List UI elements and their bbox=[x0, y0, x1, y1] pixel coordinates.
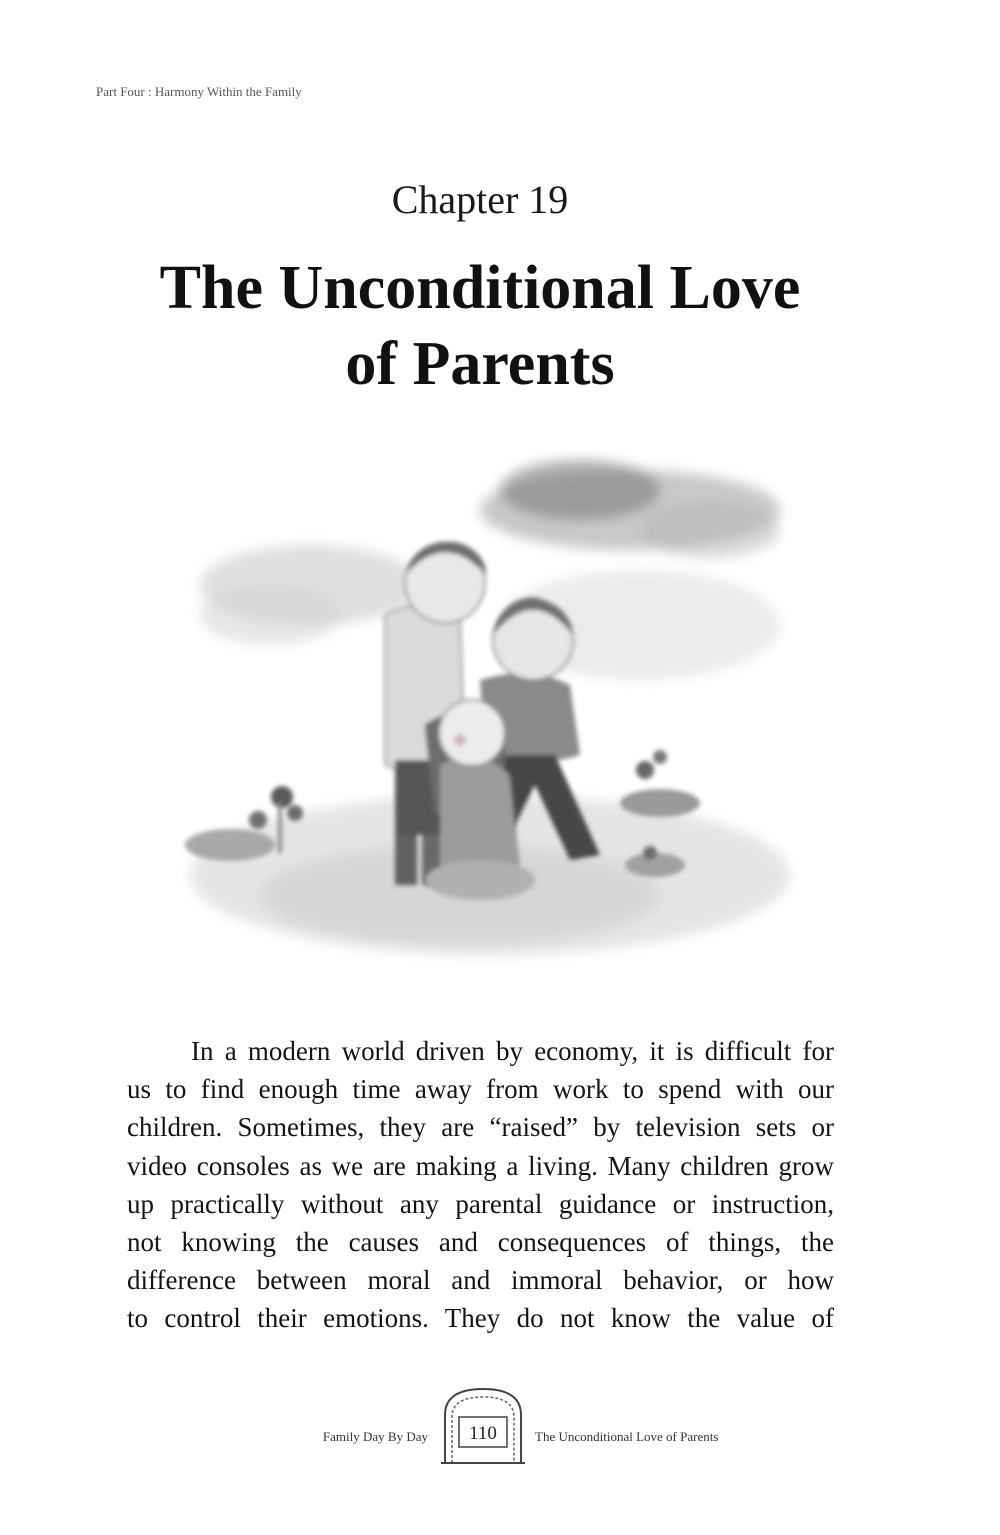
chapter-title bbox=[0, 250, 960, 402]
page-number: 110 bbox=[469, 1423, 497, 1444]
body-line-4: video consoles as we are making a living. Many children grow bbox=[127, 1150, 834, 1181]
footer-chapter-title: The Unconditional Love of Parents bbox=[535, 1429, 719, 1444]
body-line-6: not knowing the causes and consequences of things, the bbox=[127, 1227, 834, 1258]
chapter-title-line-2: of Parents bbox=[345, 330, 615, 398]
body-line-2: us to find enough time away from work to spend with our bbox=[127, 1074, 834, 1105]
running-head: Part Four : Harmony Within the Family bbox=[96, 84, 302, 99]
body-line-5: up practically without any parental guidance or instruction, bbox=[127, 1188, 834, 1219]
body-line-8: to control their emotions. They do not know the value of bbox=[127, 1303, 834, 1334]
chapter-title-line-1: The Unconditional Love bbox=[159, 254, 801, 322]
body-line-7: difference between moral and immoral behavior, or how bbox=[127, 1265, 834, 1296]
body-paragraph bbox=[127, 1032, 834, 1338]
family-illustration bbox=[160, 435, 800, 975]
body-line-1: In a modern world driven by economy, it is difficult for bbox=[191, 1036, 834, 1066]
cloud-shape bbox=[200, 460, 780, 680]
footer-book-title: Family Day By Day bbox=[322, 1429, 428, 1444]
chapter-number: Chapter 19 bbox=[391, 177, 569, 222]
body-line-3: children. Sometimes, they are “raised” by television sets or bbox=[127, 1112, 834, 1143]
page-footer bbox=[0, 1385, 1000, 1475]
